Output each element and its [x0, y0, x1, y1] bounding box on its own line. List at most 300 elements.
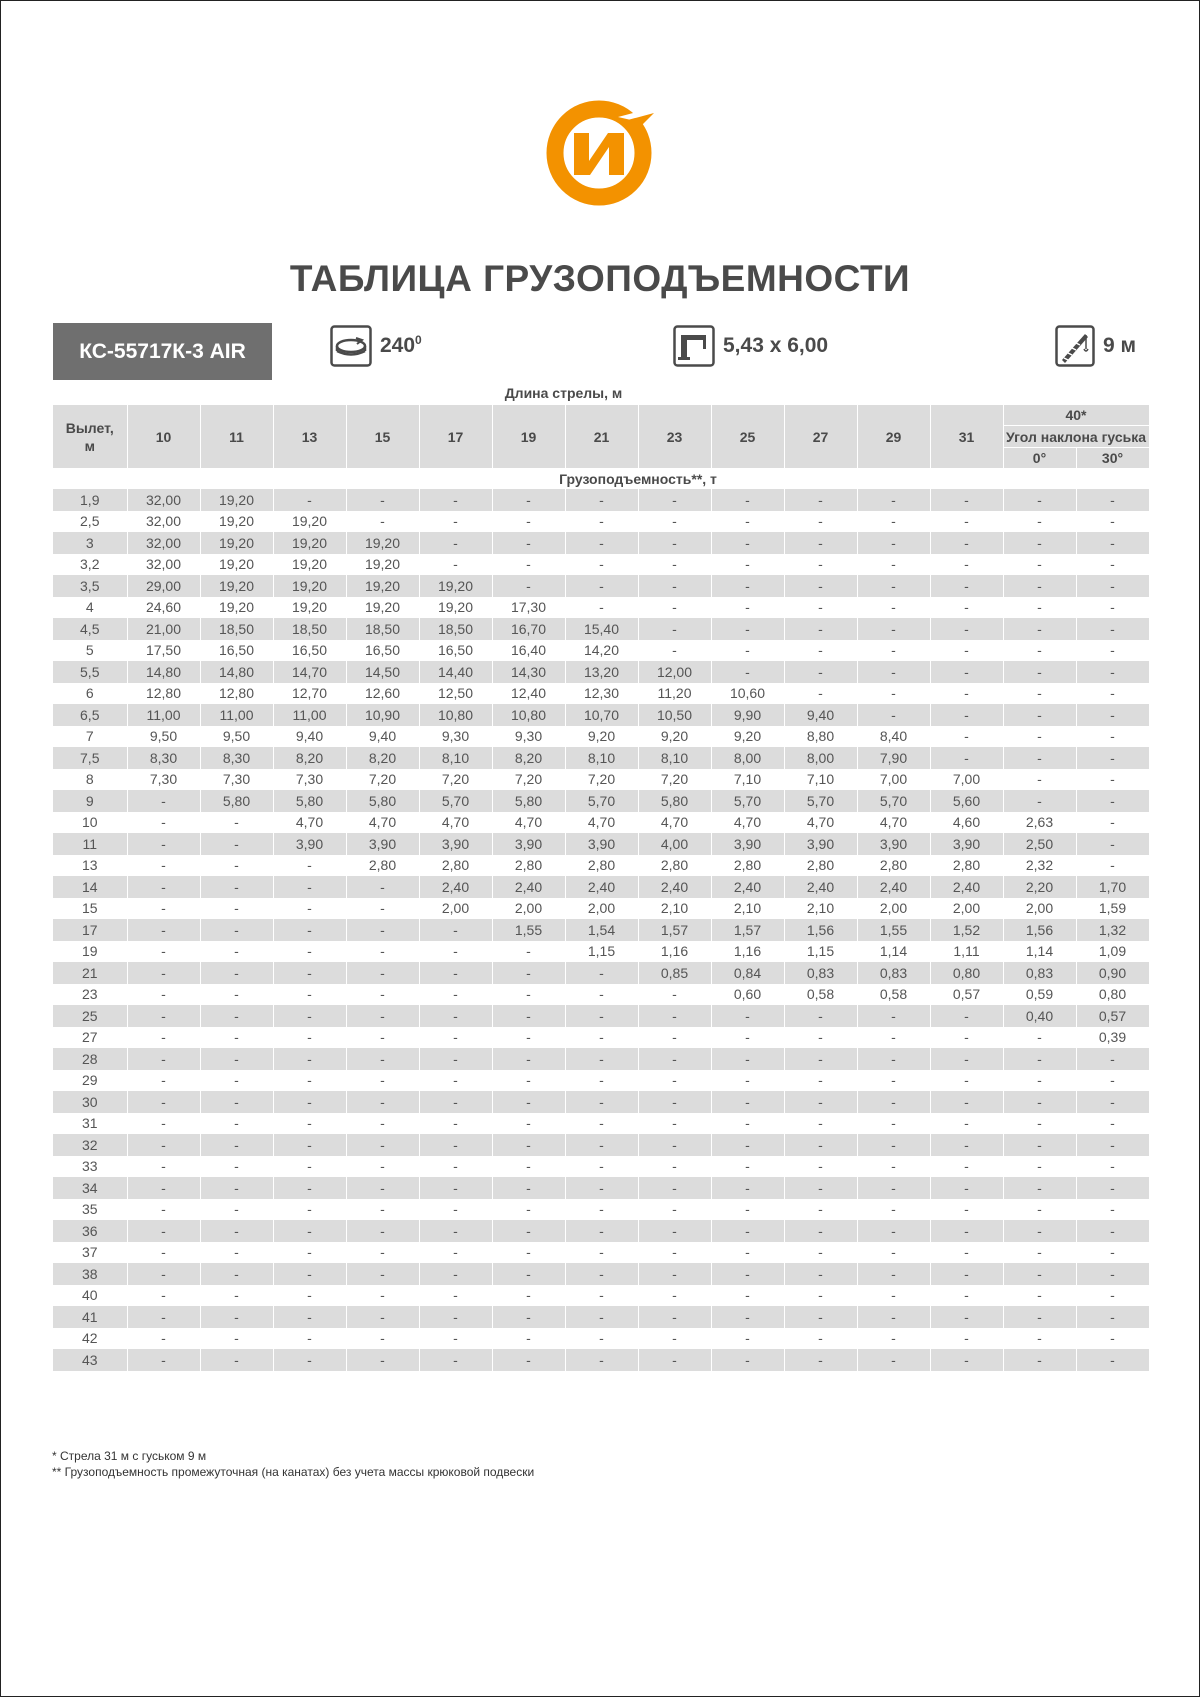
radius-cell: 15	[53, 898, 127, 920]
capacity-cell: -	[200, 1091, 273, 1113]
capacity-cell: 14,80	[127, 661, 200, 683]
capacity-cell: -	[127, 790, 200, 812]
capacity-cell: -	[419, 1156, 492, 1178]
capacity-cell: -	[200, 1113, 273, 1135]
capacity-cell: -	[930, 704, 1003, 726]
radius-cell: 4	[53, 597, 127, 619]
capacity-cell: -	[419, 554, 492, 576]
capacity-cell: 12,80	[127, 683, 200, 705]
capacity-cell: 4,70	[273, 812, 346, 834]
table-row	[53, 1285, 1149, 1307]
capacity-cell: 8,20	[346, 747, 419, 769]
capacity-cell: -	[273, 876, 346, 898]
capacity-cell: 2,80	[930, 855, 1003, 877]
capacity-cell: 12,30	[565, 683, 638, 705]
radius-cell: 31	[53, 1113, 127, 1135]
model-badge: КС-55717К-3 AIR	[53, 323, 272, 380]
capacity-cell: -	[1076, 1070, 1149, 1092]
capacity-cell: -	[1003, 726, 1076, 748]
capacity-cell: 8,10	[565, 747, 638, 769]
capacity-cell: -	[638, 1285, 711, 1307]
capacity-cell: -	[1003, 1113, 1076, 1135]
table-row	[53, 1005, 1149, 1027]
capacity-cell: -	[127, 1113, 200, 1135]
capacity-cell: -	[273, 1156, 346, 1178]
capacity-cell: 2,00	[419, 898, 492, 920]
capacity-cell: 2,80	[492, 855, 565, 877]
capacity-cell: -	[346, 898, 419, 920]
capacity-cell: -	[711, 554, 784, 576]
capacity-cell: -	[1076, 554, 1149, 576]
capacity-cell: -	[419, 962, 492, 984]
capacity-cell: 5,70	[784, 790, 857, 812]
capacity-cell: -	[784, 1177, 857, 1199]
capacity-cell: -	[784, 597, 857, 619]
capacity-label-spacer	[53, 468, 127, 489]
capacity-cell: -	[565, 984, 638, 1006]
capacity-cell: -	[1003, 1220, 1076, 1242]
capacity-cell: -	[1076, 1242, 1149, 1264]
boom-length-header: 13	[273, 405, 346, 468]
capacity-cell: -	[638, 1242, 711, 1264]
capacity-cell: -	[930, 1134, 1003, 1156]
jib-header: 40*	[1003, 405, 1149, 426]
capacity-cell: -	[784, 640, 857, 662]
capacity-cell: -	[1076, 1177, 1149, 1199]
capacity-cell: 11,00	[273, 704, 346, 726]
capacity-cell: -	[784, 1048, 857, 1070]
radius-cell: 25	[53, 1005, 127, 1027]
capacity-cell: -	[419, 1005, 492, 1027]
table-row	[53, 790, 1149, 812]
table-row	[53, 1220, 1149, 1242]
capacity-cell: -	[127, 1027, 200, 1049]
capacity-cell: 2,10	[711, 898, 784, 920]
capacity-cell: 14,20	[565, 640, 638, 662]
capacity-cell: -	[419, 1242, 492, 1264]
capacity-cell: -	[273, 962, 346, 984]
capacity-cell: -	[273, 1091, 346, 1113]
capacity-cell: 18,50	[200, 618, 273, 640]
capacity-cell: -	[857, 1199, 930, 1221]
boom-length-header: 17	[419, 405, 492, 468]
capacity-cell: -	[419, 1349, 492, 1371]
capacity-cell: 4,70	[565, 812, 638, 834]
capacity-cell: -	[930, 575, 1003, 597]
capacity-cell: -	[1003, 532, 1076, 554]
capacity-cell: -	[492, 532, 565, 554]
capacity-cell: -	[346, 511, 419, 533]
rotation-value: 240	[380, 334, 416, 357]
capacity-cell: -	[857, 1177, 930, 1199]
capacity-cell: -	[857, 1328, 930, 1350]
capacity-cell: 19,20	[273, 532, 346, 554]
capacity-cell: -	[200, 1328, 273, 1350]
capacity-cell: 19,20	[200, 511, 273, 533]
capacity-cell: -	[273, 1048, 346, 1070]
capacity-cell: -	[419, 1220, 492, 1242]
capacity-cell: -	[930, 532, 1003, 554]
capacity-cell: -	[127, 1134, 200, 1156]
capacity-label: Грузоподъемность**, т	[127, 468, 1149, 489]
capacity-cell: -	[857, 575, 930, 597]
capacity-cell: -	[930, 1349, 1003, 1371]
radius-header-line1: Вылет,	[65, 419, 114, 436]
radius-header-line2: м	[84, 437, 95, 454]
boom-length-header: 25	[711, 405, 784, 468]
capacity-cell: -	[492, 1328, 565, 1350]
capacity-cell: 19,20	[419, 575, 492, 597]
capacity-cell: -	[930, 1306, 1003, 1328]
capacity-cell: -	[711, 1091, 784, 1113]
capacity-cell: -	[127, 1328, 200, 1350]
capacity-cell: -	[1076, 1220, 1149, 1242]
capacity-cell: -	[930, 747, 1003, 769]
capacity-cell: -	[565, 1349, 638, 1371]
capacity-cell: -	[1076, 812, 1149, 834]
capacity-cell: -	[127, 855, 200, 877]
capacity-cell: -	[492, 1134, 565, 1156]
capacity-cell: -	[784, 1156, 857, 1178]
capacity-cell: -	[638, 1048, 711, 1070]
capacity-table	[53, 405, 1150, 1371]
table-row	[53, 1242, 1149, 1264]
capacity-cell: -	[565, 1199, 638, 1221]
table-row	[53, 683, 1149, 705]
radius-cell: 21	[53, 962, 127, 984]
capacity-cell: 2,80	[346, 855, 419, 877]
capacity-cell: -	[1003, 489, 1076, 511]
table-row	[53, 1113, 1149, 1135]
capacity-cell: 9,40	[784, 704, 857, 726]
capacity-cell: 12,40	[492, 683, 565, 705]
capacity-cell: -	[857, 1048, 930, 1070]
capacity-cell: 1,57	[711, 919, 784, 941]
boom-length-header: 23	[638, 405, 711, 468]
capacity-cell: -	[1076, 1328, 1149, 1350]
capacity-cell: 7,20	[346, 769, 419, 791]
capacity-cell: -	[273, 1328, 346, 1350]
footnote-1: * Стрела 31 м с гуськом 9 м	[52, 1449, 207, 1463]
capacity-cell: -	[1003, 661, 1076, 683]
capacity-cell: -	[565, 1156, 638, 1178]
capacity-cell: 1,54	[565, 919, 638, 941]
capacity-cell: 4,70	[711, 812, 784, 834]
capacity-cell: 7,30	[200, 769, 273, 791]
capacity-cell: -	[1076, 1263, 1149, 1285]
capacity-cell: -	[1076, 1199, 1149, 1221]
capacity-cell: 24,60	[127, 597, 200, 619]
radius-cell: 35	[53, 1199, 127, 1221]
capacity-cell: -	[1003, 1091, 1076, 1113]
capacity-cell: -	[638, 618, 711, 640]
capacity-cell: -	[1003, 1328, 1076, 1350]
capacity-cell: -	[857, 1349, 930, 1371]
capacity-cell: 12,50	[419, 683, 492, 705]
capacity-cell: 3,90	[346, 833, 419, 855]
capacity-cell: -	[419, 1113, 492, 1135]
radius-cell: 11	[53, 833, 127, 855]
capacity-cell: -	[346, 1134, 419, 1156]
capacity-cell: -	[346, 1242, 419, 1264]
table-row	[53, 489, 1149, 511]
table-row	[53, 1349, 1149, 1371]
page-title: ТАБЛИЦА ГРУЗОПОДЪЕМНОСТИ	[289, 258, 911, 299]
boom-length-header: 11	[200, 405, 273, 468]
capacity-cell: -	[857, 1306, 930, 1328]
capacity-cell: -	[419, 1134, 492, 1156]
capacity-cell: -	[857, 597, 930, 619]
jib-angle: 0°	[1003, 448, 1076, 469]
capacity-cell: 4,70	[857, 812, 930, 834]
capacity-cell: 16,50	[346, 640, 419, 662]
capacity-cell: -	[492, 1156, 565, 1178]
capacity-cell: -	[1076, 704, 1149, 726]
capacity-cell: -	[200, 1242, 273, 1264]
capacity-cell: -	[127, 1091, 200, 1113]
boom-length-header: 19	[492, 405, 565, 468]
capacity-cell: 0,59	[1003, 984, 1076, 1006]
table-row	[53, 898, 1149, 920]
capacity-cell: -	[127, 1349, 200, 1371]
capacity-cell: -	[1003, 1349, 1076, 1371]
capacity-cell: -	[1076, 597, 1149, 619]
capacity-cell: 7,00	[857, 769, 930, 791]
capacity-cell: -	[492, 941, 565, 963]
capacity-cell: -	[492, 575, 565, 597]
capacity-cell: -	[1076, 769, 1149, 791]
capacity-cell: 2,63	[1003, 812, 1076, 834]
capacity-cell: 1,32	[1076, 919, 1149, 941]
capacity-cell: -	[346, 1177, 419, 1199]
capacity-cell: -	[492, 1220, 565, 1242]
capacity-cell: -	[200, 855, 273, 877]
capacity-cell: -	[200, 1220, 273, 1242]
capacity-cell: -	[1076, 790, 1149, 812]
capacity-cell: -	[127, 812, 200, 834]
capacity-cell: -	[711, 1134, 784, 1156]
jib-icon	[1055, 325, 1095, 367]
capacity-cell: 3,90	[565, 833, 638, 855]
capacity-cell: -	[930, 1027, 1003, 1049]
capacity-cell: 16,50	[419, 640, 492, 662]
capacity-cell: -	[638, 1005, 711, 1027]
table-row	[53, 919, 1149, 941]
capacity-cell: 2,80	[565, 855, 638, 877]
capacity-cell: 3,90	[930, 833, 1003, 855]
capacity-cell: -	[930, 1242, 1003, 1264]
capacity-cell: -	[346, 919, 419, 941]
capacity-cell: -	[1003, 511, 1076, 533]
capacity-cell: -	[930, 511, 1003, 533]
capacity-cell: 2,40	[930, 876, 1003, 898]
capacity-cell: -	[419, 941, 492, 963]
capacity-cell: -	[711, 1177, 784, 1199]
capacity-cell: 1,15	[784, 941, 857, 963]
capacity-cell: -	[711, 489, 784, 511]
capacity-cell: -	[565, 1070, 638, 1092]
capacity-cell: 19,20	[200, 532, 273, 554]
capacity-cell: -	[200, 962, 273, 984]
capacity-cell: -	[127, 1263, 200, 1285]
capacity-cell: -	[711, 1027, 784, 1049]
capacity-cell: -	[127, 1005, 200, 1027]
table-row	[53, 1263, 1149, 1285]
capacity-cell: -	[638, 554, 711, 576]
capacity-cell: -	[419, 1263, 492, 1285]
capacity-cell: -	[419, 1027, 492, 1049]
boom-length-header: 21	[565, 405, 638, 468]
capacity-cell: 8,10	[638, 747, 711, 769]
capacity-cell: 2,40	[419, 876, 492, 898]
radius-cell: 36	[53, 1220, 127, 1242]
capacity-cell: 9,20	[711, 726, 784, 748]
capacity-cell: -	[930, 489, 1003, 511]
capacity-cell: 4,70	[419, 812, 492, 834]
capacity-cell: 2,40	[711, 876, 784, 898]
radius-cell: 4,5	[53, 618, 127, 640]
capacity-cell: 3,90	[857, 833, 930, 855]
capacity-cell: -	[565, 532, 638, 554]
capacity-cell: 0,83	[1003, 962, 1076, 984]
capacity-cell: 5,80	[638, 790, 711, 812]
capacity-cell: -	[492, 489, 565, 511]
capacity-cell: -	[200, 941, 273, 963]
capacity-cell: 1,55	[857, 919, 930, 941]
radius-cell: 29	[53, 1070, 127, 1092]
capacity-cell: -	[784, 532, 857, 554]
capacity-cell: -	[200, 984, 273, 1006]
capacity-cell: -	[200, 876, 273, 898]
capacity-cell: 0,58	[857, 984, 930, 1006]
capacity-cell: 14,40	[419, 661, 492, 683]
capacity-cell: -	[346, 1263, 419, 1285]
capacity-cell: 1,16	[638, 941, 711, 963]
capacity-cell: -	[1003, 1263, 1076, 1285]
capacity-cell: 18,50	[419, 618, 492, 640]
radius-cell: 7,5	[53, 747, 127, 769]
capacity-cell: -	[346, 876, 419, 898]
capacity-cell: -	[1003, 554, 1076, 576]
capacity-cell: -	[1003, 1048, 1076, 1070]
capacity-cell: -	[784, 661, 857, 683]
capacity-cell: -	[127, 1070, 200, 1092]
capacity-cell: -	[711, 1242, 784, 1264]
capacity-cell: -	[492, 984, 565, 1006]
capacity-cell: -	[565, 1242, 638, 1264]
capacity-cell: -	[273, 898, 346, 920]
capacity-cell: -	[565, 511, 638, 533]
capacity-cell: -	[200, 1285, 273, 1307]
capacity-cell: -	[638, 1113, 711, 1135]
capacity-cell: 18,50	[273, 618, 346, 640]
capacity-cell: -	[1076, 511, 1149, 533]
capacity-cell: 7,00	[930, 769, 1003, 791]
capacity-cell: 19,20	[273, 575, 346, 597]
outrigger-value: 5,43 х 6,00	[723, 334, 829, 357]
capacity-cell: 7,10	[711, 769, 784, 791]
capacity-cell: -	[492, 1285, 565, 1307]
capacity-cell: 9,50	[200, 726, 273, 748]
capacity-cell: 5,70	[857, 790, 930, 812]
capacity-cell: -	[1076, 1048, 1149, 1070]
capacity-cell: 0,57	[1076, 1005, 1149, 1027]
capacity-cell: -	[565, 1328, 638, 1350]
capacity-cell: 16,50	[273, 640, 346, 662]
capacity-cell: -	[784, 1005, 857, 1027]
capacity-cell: 8,10	[419, 747, 492, 769]
radius-cell: 43	[53, 1349, 127, 1371]
capacity-cell: -	[857, 1220, 930, 1242]
capacity-cell: 5,70	[565, 790, 638, 812]
capacity-cell: -	[1076, 1156, 1149, 1178]
capacity-cell: -	[857, 1156, 930, 1178]
capacity-cell: -	[857, 1091, 930, 1113]
capacity-cell: 2,80	[784, 855, 857, 877]
capacity-cell: -	[565, 1306, 638, 1328]
capacity-cell: 0,84	[711, 962, 784, 984]
capacity-cell: -	[565, 1091, 638, 1113]
capacity-cell: 1,55	[492, 919, 565, 941]
capacity-cell: -	[784, 1113, 857, 1135]
table-row	[53, 1156, 1149, 1178]
jib-angle-header: Угол наклона гуська	[1003, 426, 1149, 448]
capacity-cell: 2,00	[492, 898, 565, 920]
capacity-cell: -	[1003, 704, 1076, 726]
capacity-cell: -	[127, 1220, 200, 1242]
capacity-cell: 19,20	[273, 554, 346, 576]
capacity-cell: 3,90	[492, 833, 565, 855]
capacity-cell: -	[638, 1091, 711, 1113]
capacity-cell: -	[346, 984, 419, 1006]
capacity-cell: -	[1003, 597, 1076, 619]
radius-cell: 23	[53, 984, 127, 1006]
capacity-cell: -	[273, 1242, 346, 1264]
capacity-cell: 5,80	[273, 790, 346, 812]
table-row	[53, 554, 1149, 576]
capacity-cell: -	[273, 489, 346, 511]
capacity-cell: -	[419, 532, 492, 554]
capacity-cell: -	[419, 1091, 492, 1113]
capacity-cell: -	[273, 1285, 346, 1307]
capacity-cell: -	[565, 554, 638, 576]
capacity-cell: -	[784, 554, 857, 576]
capacity-cell: -	[1076, 683, 1149, 705]
capacity-cell: 14,70	[273, 661, 346, 683]
capacity-cell: -	[492, 962, 565, 984]
table-row	[53, 855, 1149, 877]
capacity-cell: 16,50	[200, 640, 273, 662]
capacity-cell: 4,60	[930, 812, 1003, 834]
capacity-cell: 2,40	[857, 876, 930, 898]
capacity-cell: -	[1003, 747, 1076, 769]
capacity-cell: -	[711, 1306, 784, 1328]
capacity-cell: 19,20	[346, 554, 419, 576]
capacity-cell: -	[857, 1134, 930, 1156]
capacity-cell: -	[1076, 1349, 1149, 1371]
capacity-cell: -	[200, 1263, 273, 1285]
capacity-cell: 4,70	[638, 812, 711, 834]
capacity-cell: -	[711, 1113, 784, 1135]
capacity-cell: -	[1076, 1285, 1149, 1307]
radius-cell: 27	[53, 1027, 127, 1049]
capacity-cell: -	[200, 1048, 273, 1070]
capacity-cell: 5,80	[346, 790, 419, 812]
capacity-cell: 0,80	[1076, 984, 1149, 1006]
capacity-cell: -	[1076, 747, 1149, 769]
capacity-cell: -	[857, 640, 930, 662]
table-row	[53, 833, 1149, 855]
